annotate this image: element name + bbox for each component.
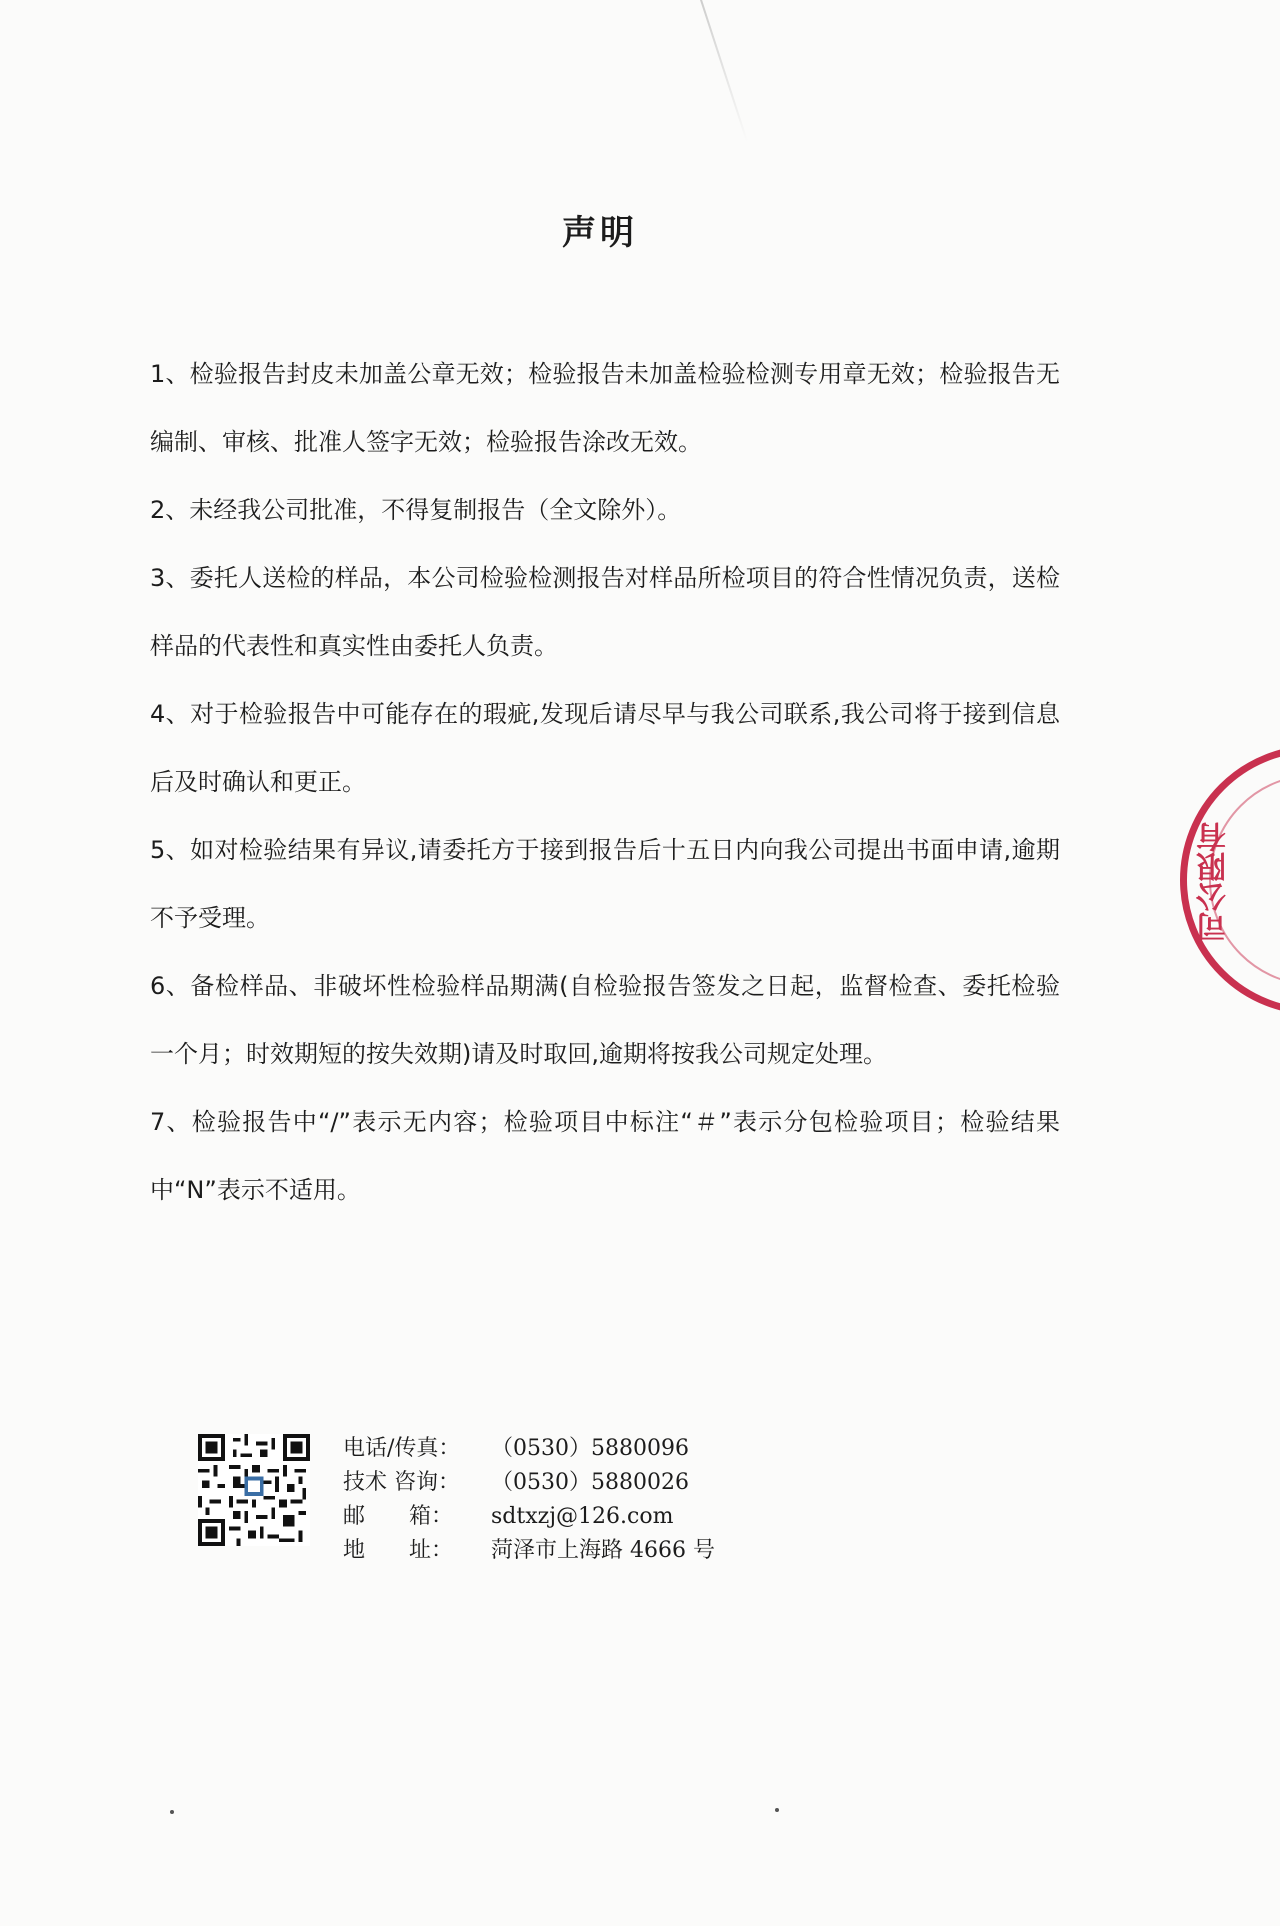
contact-value: sdtxzj@126.com: [491, 1504, 674, 1529]
contact-label: 技术 咨询：: [343, 1470, 460, 1495]
contact-value: （0530）5880096: [491, 1436, 689, 1461]
clause-5: 5、如对检验结果有异议,请委托方于接到报告后十五日内向我公司提出书面申请,逾期不予受理。: [150, 836, 1060, 932]
clause-6: 6、备检样品、非破坏性检验样品期满(自检验报告签发之日起，监督检查、委托检验一个月；时效期短的按失效期)请及时取回,逾期将按我公司规定处理。: [150, 972, 1060, 1068]
contact-row-email: [343, 1500, 943, 1534]
contact-value: （0530）5880026: [491, 1470, 689, 1495]
clause-4: 4、对于检验报告中可能存在的瑕疵,发现后请尽早与我公司联系,我公司将于接到信息后及时确认和更正。: [150, 700, 1060, 796]
qr-code-icon: [198, 1434, 310, 1546]
company-seal: [1180, 745, 1280, 1015]
contact-row-address: [343, 1534, 943, 1568]
seal-text: 司公限有: [1197, 822, 1232, 942]
contact-label: 地 址：: [343, 1538, 454, 1563]
clause-1: 1、检验报告封皮未加盖公章无效；检验报告未加盖检验检测专用章无效；检验报告无编制、审核、批准人签字无效；检验报告涂改无效。: [150, 360, 1060, 456]
clause-2: 2、未经我公司批准，不得复制报告（全文除外）。: [150, 496, 682, 524]
contact-row-phone: [343, 1432, 943, 1466]
contact-value: 菏泽市上海路 4666 号: [491, 1538, 715, 1563]
contact-row-consult: [343, 1466, 943, 1500]
paper-crease: [700, 0, 748, 143]
page-title: 声明: [562, 213, 638, 253]
clause-list: [150, 340, 1060, 1224]
scan-speck: [775, 1808, 779, 1812]
clause-7: 7、检验报告中“/”表示无内容；检验项目中标注“＃”表示分包检验项目；检验结果中“N”表示不适用。: [150, 1108, 1060, 1204]
contact-label: 邮 箱：: [343, 1504, 454, 1529]
contact-label: 电话/传真：: [343, 1436, 461, 1461]
clause-3: 3、委托人送检的样品，本公司检验检测报告对样品所检项目的符合性情况负责，送检样品的代表性和真实性由委托人负责。: [150, 564, 1060, 660]
scan-speck: [170, 1810, 174, 1814]
contact-info: [343, 1432, 943, 1568]
